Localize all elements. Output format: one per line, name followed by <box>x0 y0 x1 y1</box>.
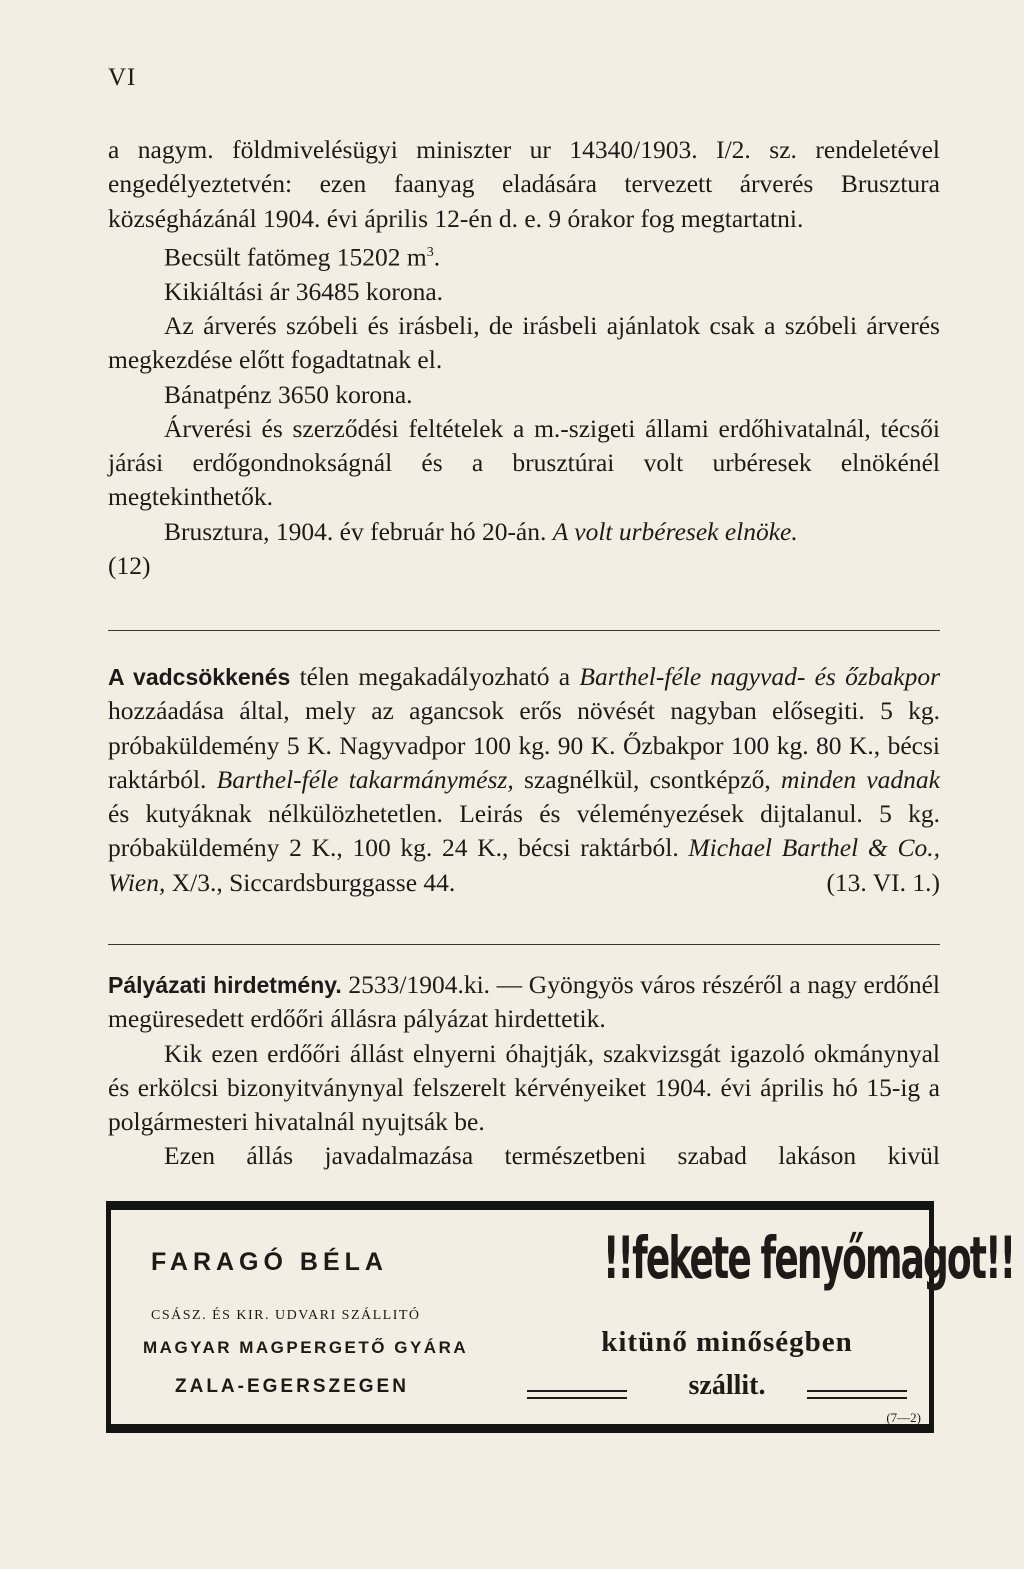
barthel-paragraph <box>108 660 940 900</box>
barthel-reference: (13. VI. 1.) <box>826 867 940 897</box>
barthel-text-3: szagnélkül, csontképző, <box>513 764 782 794</box>
notice-reference: (12) <box>108 551 151 581</box>
estimated-volume-end: . <box>433 242 441 272</box>
farago-brand: FARAGÓ BÉLA <box>151 1248 388 1276</box>
salary-paragraph: Ezen állás javadalmazása természetbeni szabad lakáson kivül <box>164 1141 940 1171</box>
barthel-text-2: hozzáadása által, mely az agancsok erős növését nagyban elősegiti. 5 kg. próbaküldemény 5 K. Nagyvadpor 100 kg. 90 K. Őzbakpor 100 kg. 80 K., bécsi raktárból. <box>108 696 940 794</box>
job-posting-text: 2533/1904.ki. — Gyöngyös város részéről a nagy erdőnél megüresedett erdőőri állásra pályázat hirdettetik. <box>108 970 940 1034</box>
barthel-text-4: és kutyáknak nélkülözhetetlen. Leirás és véleményezések dijtalanul. 5 kg. próbaküldemény 2 K., 100 kg. 24 K., bécsi raktárból. <box>108 799 940 863</box>
auction-notice <box>108 133 940 583</box>
place-date: Brusztura, 1904. év február hó 20-án. <box>164 516 547 546</box>
barthel-company: Michael Barthel & Co., Wien, <box>108 833 940 897</box>
auction-terms: Az árverés szóbeli és irásbeli, de irásbeli ajánlatok csak a szóbeli árverés megkezdése előtt fogadtatnak el. <box>108 310 940 375</box>
double-rule-right <box>807 1390 907 1399</box>
conditions-paragraph: Árverési és szerződési feltételek a m.-szigeti állami erdőhivatalnál, técsői járási erdőgondnokságnál és a brusztúrai volt urbéresek elnökénél megtekinthetők. <box>108 413 940 512</box>
divider-1 <box>108 630 940 631</box>
signer: A volt urbéresek elnöke. <box>552 516 798 546</box>
barthel-address: X/3., Siccardsburggasse 44. <box>165 867 456 897</box>
divider-2 <box>108 944 940 945</box>
job-posting-intro <box>108 968 940 1037</box>
application-paragraph: Kik ezen erdőőri állást elnyerni óhajtják, szakvizsgát igazoló okmánynyal és erkölcsi bizonyitványnyal felszerelt kérvényeiket 1904. évi április hó 15-ig a polgármesteri hivatalnál nyujtsák be. <box>108 1038 940 1137</box>
farago-code: (7—2) <box>886 1410 921 1425</box>
farago-offer-block <box>527 1210 1015 1425</box>
farago-advert-box <box>106 1201 1015 1433</box>
estimated-volume <box>108 236 940 275</box>
place-date-line <box>108 515 940 549</box>
deposit: Bánatpénz 3650 korona. <box>164 379 413 409</box>
barthel-product-1: Barthel-féle nagyvad- és őzbakpor <box>579 662 940 691</box>
barthel-emphasis: minden vadnak <box>781 764 940 794</box>
cubic-superscript: 3 <box>426 244 434 260</box>
job-posting-lead: Pályázati hirdetmény. <box>108 972 342 998</box>
auction-intro-paragraph: a nagym. földmivelésügyi miniszter ur 14340/1903. I/2. sz. rendeletével engedélyeztetvén: ezen faanyag eladására tervezett árverés Brusztura községházánál 1904. évi április 12-én d. e. 9 órakor fog megtartatni. <box>108 135 940 233</box>
farago-headline: !!fekete fenyőmagot!! <box>603 1224 1015 1292</box>
farago-city: ZALA-EGERSZEGEN <box>175 1376 409 1397</box>
barthel-lead: A vadcsökkenés <box>108 664 291 690</box>
barthel-advert <box>108 660 940 900</box>
farago-company-block <box>143 1210 521 1424</box>
starting-price: Kikiáltási ár 36485 korona. <box>164 276 444 306</box>
farago-title: CSÁSZ. ÉS KIR. UDVARI SZÁLLITÓ <box>151 1308 421 1323</box>
farago-quality: kitünő minőségben <box>601 1326 853 1358</box>
barthel-product-2: Barthel-féle takarmánymész, <box>216 764 514 794</box>
page-number: VI <box>108 64 137 91</box>
farago-factory: MAGYAR MAGPERGETŐ GYÁRA <box>143 1338 469 1357</box>
barthel-text-1: télen megakadályozható a <box>290 662 580 691</box>
estimated-volume-text: Becsült fatömeg 15202 m <box>164 242 427 272</box>
job-posting <box>108 968 940 1174</box>
farago-ships: szállit. <box>688 1370 766 1401</box>
